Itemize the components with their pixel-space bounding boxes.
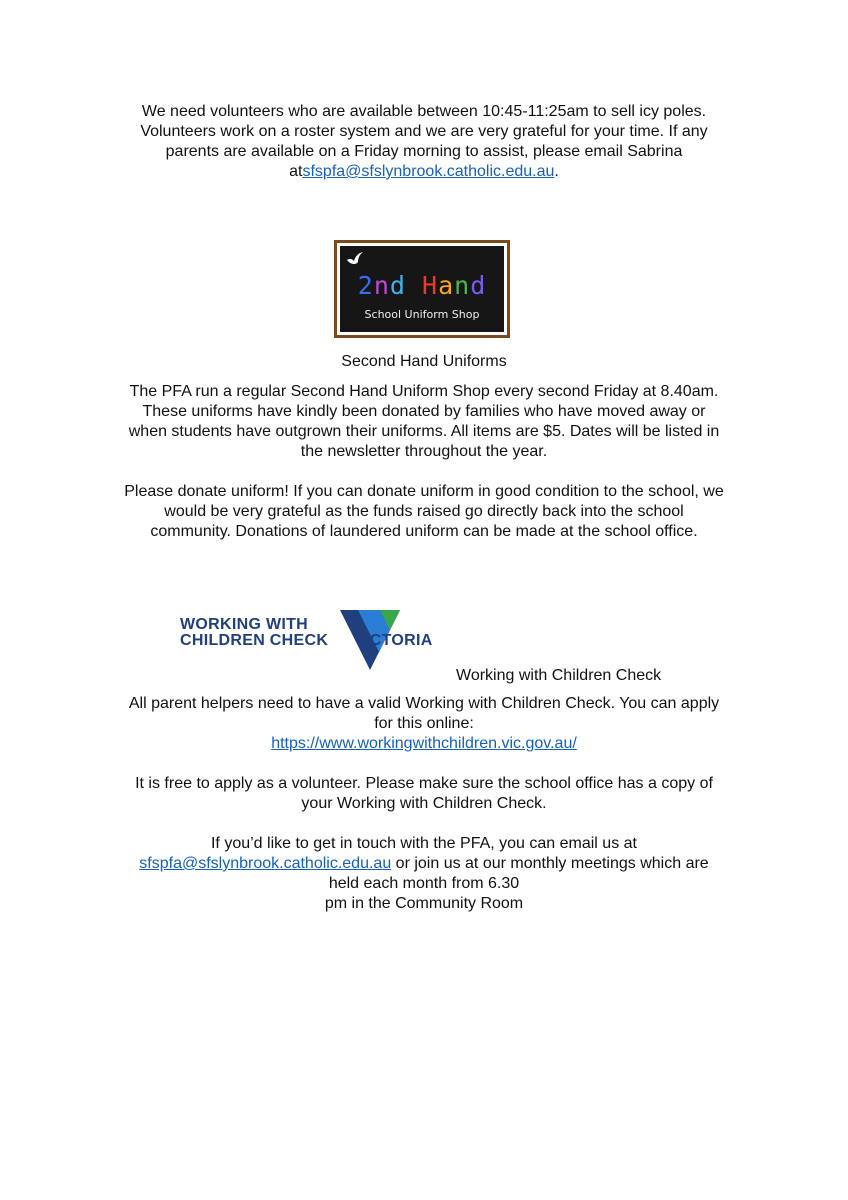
contact-line-rest: or join us at our monthly meetings which are [391,855,709,872]
wwcc-website-link[interactable]: https://www.workingwithchildren.vic.gov.au/ [271,735,577,752]
wwcc-line: All parent helpers need to have a valid Working with Children Check. You can apply [128,695,720,712]
contact-line: pm in the Community Room [324,895,524,912]
donate-line: community. Donations of laundered uniform can be made at the school office. [150,523,698,540]
wwcc-paragraph [0,694,848,754]
free-volunteer-paragraph [0,774,848,814]
logo-letter: d [389,271,406,300]
second-hand-uniforms-heading: Second Hand Uniforms [341,353,507,370]
email-suffix: . [554,163,559,180]
contact-email-line [0,854,848,874]
bird-icon [346,251,364,267]
wwcc-logo-victoria: VICTORIA [354,632,433,649]
uniform-shop-line: when students have outgrown their uniforms. All items are $5. Dates will be listed in [128,423,720,440]
icy-poles-line: We need volunteers who are available between 10:45-11:25am to sell icy poles. [141,103,707,120]
chalkboard [340,246,504,332]
free-line: your Working with Children Check. [301,795,547,812]
logo-letter: a [438,271,455,300]
free-line: It is free to apply as a volunteer. Please make sure the school office has a copy of [135,775,713,792]
donate-line: Please donate uniform! If you can donate uniform in good condition to the school, we [124,483,724,500]
working-with-children-check-victoria-logo [178,606,446,672]
logo-subtitle: School Uniform Shop [364,308,480,321]
icy-poles-paragraph [0,102,848,182]
logo-letter: d [470,271,487,300]
contact-line: If you’d like to get in touch with the PFA, you can email us at [210,835,637,852]
uniform-shop-line: The PFA run a regular Second Hand Uniform Shop every second Friday at 8.40am. [129,383,719,400]
logo-letter: n [373,271,390,300]
uniform-shop-line: These uniforms have kindly been donated by families who have moved away or [142,403,706,420]
logo-main-text [340,272,504,300]
donate-uniform-paragraph [0,482,848,542]
donate-line: would be very grateful as the funds raised go directly back into the school [164,503,684,520]
icy-poles-line: Volunteers work on a roster system and we are very grateful for your time. If any [140,123,708,140]
wwcc-url-line [0,734,848,754]
logo-letter: H [422,271,439,300]
wwcc-line: for this online: [374,715,474,732]
logo-letter: n [454,271,471,300]
wwcc-logo-line2: CHILDREN CHECK [180,632,329,649]
working-with-children-check-heading: Working with Children Check [456,667,662,684]
pfa-email-link[interactable]: sfspfa@sfslynbrook.catholic.edu.au [302,163,555,180]
contact-line: held each month from 6.30 [328,875,520,892]
icy-poles-line: parents are available on a Friday morning to assist, please email Sabrina [165,143,683,160]
second-hand-uniform-logo [334,240,510,338]
logo-letter: 2 [357,271,374,300]
uniform-shop-paragraph [0,382,848,462]
contact-paragraph [0,834,848,914]
email-prefix: at [289,163,303,180]
contact-email-link[interactable]: sfspfa@sfslynbrook.catholic.edu.au [139,855,392,872]
icy-poles-email-line [0,162,848,182]
wwcc-logo-line1: WORKING WITH [180,616,309,633]
logo-letter [406,271,422,300]
uniform-shop-line: the newsletter throughout the year. [300,443,548,460]
